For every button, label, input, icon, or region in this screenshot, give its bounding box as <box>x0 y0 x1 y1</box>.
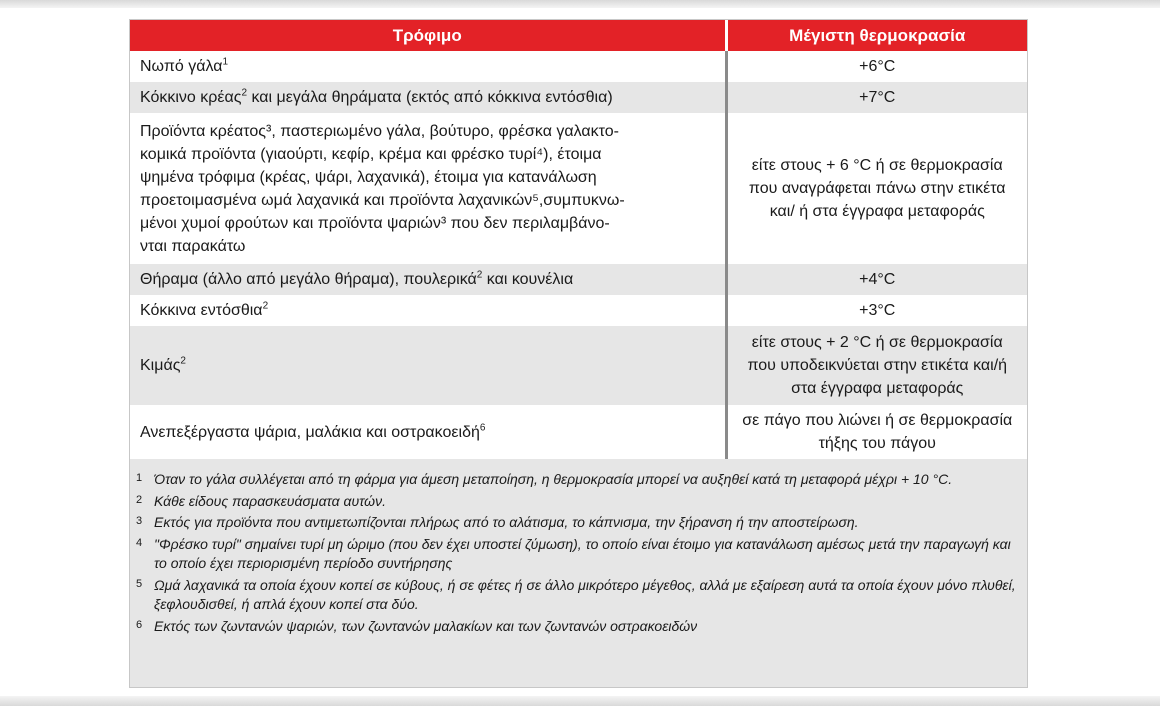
table-row <box>130 51 1027 82</box>
food-cell: Κόκκινα εντόσθια$^2$ <box>130 295 726 326</box>
temperature-cell: είτε στους + 6 °C ή σε θερμοκρασία που αναγράφεται πάνω στην ετικέτα και/ ή στα έγγραφα μεταφοράς <box>726 113 1027 264</box>
food-cell: Προϊόντα κρέατος³, παστεριωμένο γάλα, βούτυρο, φρέσκα γαλακτο- κομικά προϊόντα (γιαούρτι, κεφίρ, κρέμα και φρέσκο τυρί⁴), έτοιμα ψημένα τρόφιμα (κρέας, ψάρι, λαχανικά), έτοιμα για κατανάλωση προετοιμασμένα ωμά λαχανικά και προϊόντα λαχανικών⁵,συμπυκνω- μένοι χυμοί φρούτων και προϊόντα ψαριών³ που δεν περιλαμβάνο- νται παρακάτω <box>130 113 726 264</box>
footnote-number: 4 <box>136 536 143 549</box>
footnote-text: Όταν το γάλα συλλέγεται από τη φάρμα για άμεση μεταποίηση, η θερμοκρασία μπορεί να αυξηθεί κατά τη μεταφορά μέχρι + 10 °C. <box>154 471 953 487</box>
food-cell: Κόκκινο κρέας$^2$ και μεγάλα θηράματα (εκτός από κόκκινα εντόσθια) <box>130 82 726 113</box>
footnote <box>136 513 1016 533</box>
footnote-text: Ωμά λαχανικά τα οποία έχουν κοπεί σε κύβους, ή σε φέτες ή σε άλλο μικρότερο μέγεθος, αλλά με εξαίρεση αυτά τα οποία έχουν μόνο πλυθεί, ξεφλουδισθεί, ή απλά έχουν κοπεί στα δύο. <box>154 576 1016 612</box>
footnote <box>136 576 1016 615</box>
food-cell: Νωπό γάλα$^1$ <box>130 51 726 82</box>
footnote-number: 5 <box>136 577 143 590</box>
table-header-row <box>130 20 1027 51</box>
temperature-table <box>130 20 1027 459</box>
footnote-text: Εκτός για προϊόντα που αντιμετωπίζονται πλήρως από το αλάτισμα, το κάπνισμα, την ξήρανση ή την αποστείρωση. <box>154 514 859 530</box>
table-row <box>130 326 1027 405</box>
table-row <box>130 405 1027 459</box>
footnote-text: "Φρέσκο τυρί" σημαίνει τυρί μη ώριμο (που δεν έχει υποστεί ζύμωση), το οποίο είναι έτοιμο για κατανάλωση αμέσως μετά την παραγωγή και το οποίο έχει περιορισμένη περίοδο συντήρησης <box>154 535 1011 571</box>
footnotes <box>136 470 1016 638</box>
footnote-number: 2 <box>136 493 143 506</box>
footnote-text: Κάθε είδους παρασκευάσματα αυτών. <box>154 492 386 509</box>
temperature-cell: +3°C <box>726 295 1027 326</box>
footnote-number: 3 <box>136 515 143 527</box>
top-border-band <box>0 0 1160 8</box>
bottom-border-band <box>0 696 1160 706</box>
footnote <box>136 617 1016 637</box>
table-row <box>130 113 1027 264</box>
footnote <box>136 470 1016 490</box>
temperature-cell: είτε στους + 2 °C ή σε θερμοκρασία που υποδεικνύεται στην ετικέτα και/ή στα έγγραφα μεταφοράς <box>726 326 1027 405</box>
table-row <box>130 82 1027 113</box>
food-cell: Θήραμα (άλλο από μεγάλο θήραμα), πουλερικά$^2$ και κουνέλια <box>130 264 726 295</box>
temperature-cell: +6°C <box>726 51 1027 82</box>
table-row <box>130 295 1027 326</box>
temperature-cell: +4°C <box>726 264 1027 295</box>
footnote-number: 1 <box>136 472 143 484</box>
temperature-cell: σε πάγο που λιώνει ή σε θερμοκρασία τήξης του πάγου <box>726 405 1027 459</box>
footnote <box>136 492 1016 512</box>
footnote-text: Εκτός των ζωντανών ψαριών, των ζωντανών μαλακίων και των ζωντανών οστρακοειδών <box>154 617 698 634</box>
food-cell: Ανεπεξέργαστα ψάρια, μαλάκια και οστρακοειδή$^6$ <box>130 405 726 459</box>
header-max-temperature: Μέγιστη θερμοκρασία <box>726 20 1027 51</box>
temperature-cell: +7°C <box>726 82 1027 113</box>
footnote <box>136 535 1016 574</box>
food-cell: Κιμάς$^2$ <box>130 326 726 405</box>
header-food: Τρόφιμο <box>130 20 726 51</box>
table-row <box>130 264 1027 295</box>
temperature-table-card <box>130 20 1027 687</box>
footnote-number: 6 <box>136 618 143 631</box>
